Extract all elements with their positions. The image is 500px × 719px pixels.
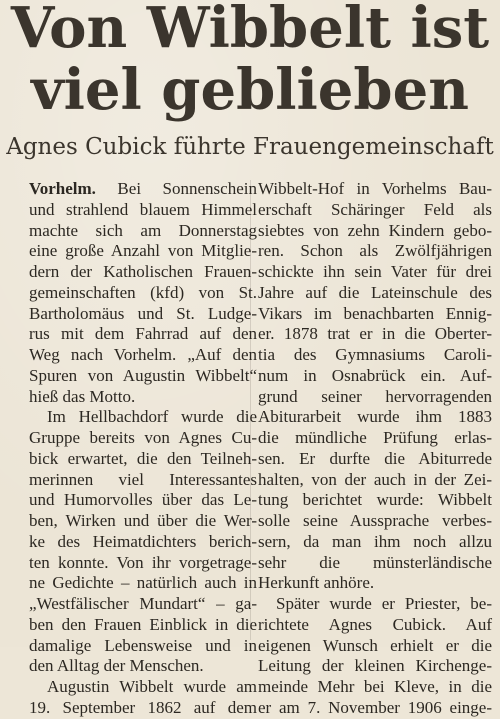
article-line: num in Osnabrück ein. Auf- bbox=[258, 365, 492, 385]
column-divider bbox=[250, 180, 251, 640]
article-line: er. 1878 trat er in die Oberter- bbox=[258, 324, 492, 344]
article-line: ren. Schon als Zwölfjährigen bbox=[258, 241, 492, 261]
article-line-text: Bei Sonnenschein bbox=[95, 179, 257, 198]
article-line: Im Hellbachdorf wurde die bbox=[47, 407, 257, 427]
headline-line-1: Von Wibbelt ist bbox=[10, 0, 490, 61]
article-line: Gruppe bereits von Agnes Cu- bbox=[29, 428, 257, 447]
article-line: hieß das Motto. bbox=[29, 386, 136, 406]
article-line: den Alltag der Menschen. bbox=[29, 656, 204, 676]
article-line: merinnen viel Interessantes bbox=[29, 469, 257, 489]
article-line: sen. Er durfte die Abiturrede bbox=[258, 448, 492, 468]
article-line: Später wurde er Priester, be- bbox=[276, 594, 492, 613]
article-line: Augustin Wibbelt wurde am bbox=[47, 677, 257, 696]
article-line: tung berichtet wurde: Wibbelt bbox=[258, 490, 492, 510]
article-line: er am 7. November 1906 einge- bbox=[258, 697, 492, 717]
article-line: und strahlend blauem Himmel bbox=[29, 199, 257, 219]
article-line: grund seiner hervorragenden bbox=[258, 386, 492, 406]
article-line: Herkunft anhöre. bbox=[258, 573, 375, 593]
article-line: ben den Frauen Einblick in die bbox=[29, 614, 257, 634]
article-column-right bbox=[258, 179, 492, 719]
dateline: Vorhelm. bbox=[29, 179, 96, 198]
article-line: eigenen Wunsch erhielt er die bbox=[258, 635, 492, 655]
article-line: rus mit dem Fahrrad auf den bbox=[29, 324, 257, 344]
article-line: Bartholomäus und St. Ludge- bbox=[29, 303, 257, 323]
article-line: Weg nach Vorhelm. „Auf den bbox=[29, 345, 257, 364]
subheadline: Agnes Cubick führte Frauengemeinschaft bbox=[6, 134, 494, 160]
article-line: richtete Agnes Cubick. Auf bbox=[258, 614, 492, 634]
article-line: sehr die münsterländische bbox=[258, 552, 492, 572]
article-line: die mündliche Prüfung erlas- bbox=[258, 428, 492, 447]
article-line: eine große Anzahl von Mitglie- bbox=[29, 241, 257, 261]
article-line bbox=[29, 179, 257, 200]
article-line: tia des Gymnasiums Caroli- bbox=[258, 345, 492, 364]
article-line: Spuren von Augustin Wibbelt“ bbox=[29, 365, 257, 385]
article-line: siebtes von zehn Kindern gebo- bbox=[258, 220, 492, 240]
article-line: schickte ihn sein Vater für drei bbox=[258, 262, 492, 281]
article-line: Jahre auf die Lateinschule des bbox=[258, 282, 492, 302]
article-line: Abiturarbeit wurde ihm 1883 bbox=[258, 407, 492, 427]
article-line: ke des Heimatdichters berich- bbox=[29, 531, 257, 551]
article-line: 19. September 1862 auf dem bbox=[29, 697, 257, 717]
article-line: dern der Katholischen Frauen- bbox=[29, 262, 257, 281]
article-column-left bbox=[29, 179, 257, 719]
article-line: machte sich am Donnerstag bbox=[29, 220, 257, 240]
article-line: Wibbelt-Hof in Vorhelms Bau- bbox=[258, 179, 492, 198]
article-line: bick erwartet, die den Teilneh- bbox=[29, 448, 257, 468]
headline-line-2: viel geblieben bbox=[31, 57, 469, 123]
article-line: sern, da man ihm noch allzu bbox=[258, 531, 492, 551]
article-line: gemeinschaften (kfd) von St. bbox=[29, 282, 257, 302]
article-line: meinde Mehr bei Kleve, in die bbox=[258, 677, 492, 696]
article-line: ten konnte. Von ihr vorgetrage- bbox=[29, 552, 257, 572]
article-line: solle seine Aussprache verbes- bbox=[258, 511, 492, 530]
article-line: ne Gedichte – natürlich auch in bbox=[29, 573, 257, 593]
article-line: und Humorvolles über das Le- bbox=[29, 490, 257, 510]
article-line: halten, von der auch in der Zei- bbox=[258, 469, 492, 489]
article-line: erschaft Schäringer Feld als bbox=[258, 199, 492, 219]
article-line: ben, Wirken und über die Wer- bbox=[29, 511, 257, 530]
article-line: „Westfälischer Mundart“ – ga- bbox=[29, 594, 257, 613]
article-line: Vikars im benachbarten Ennig- bbox=[258, 303, 492, 323]
article-line: damalige Lebensweise und in bbox=[29, 635, 257, 655]
article-line: Leitung der kleinen Kirchenge- bbox=[258, 656, 492, 676]
